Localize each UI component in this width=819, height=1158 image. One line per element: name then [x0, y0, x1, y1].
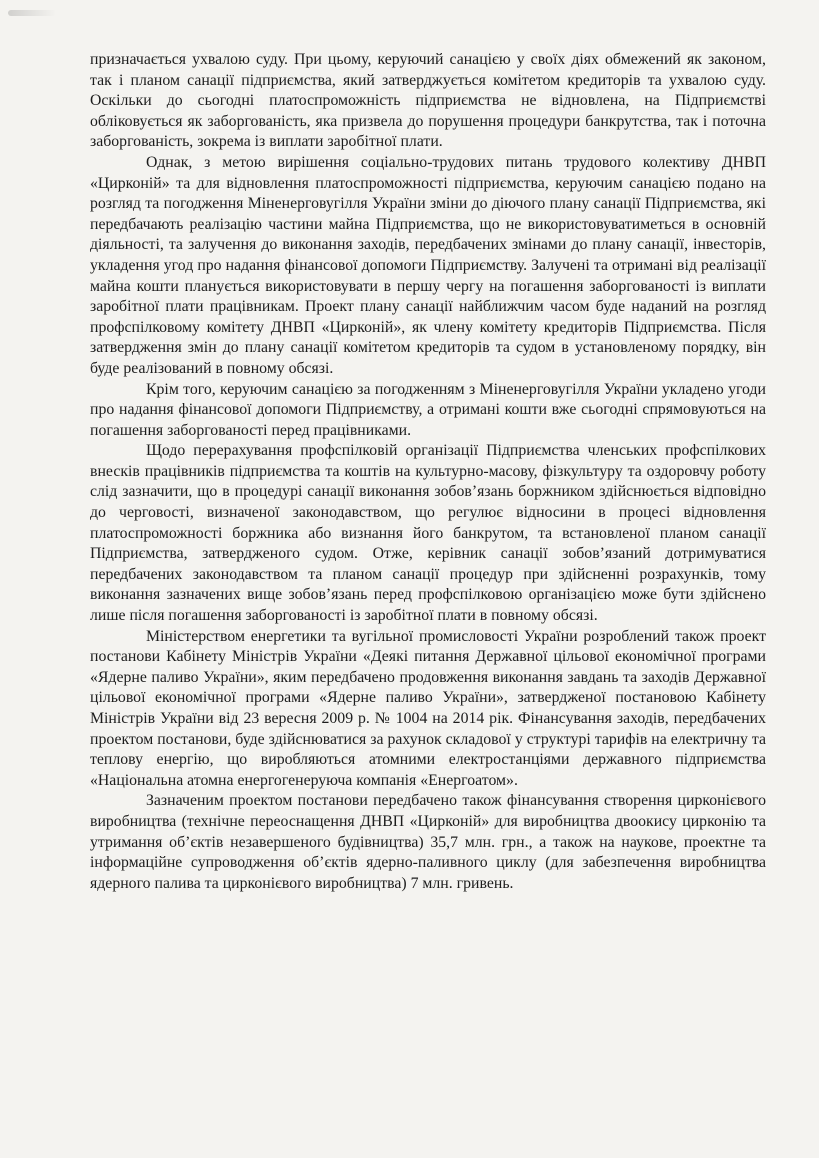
paragraph-2: Однак, з метою вирішення соціально-трудових питань трудового колективу ДНВП «Цирконій» та для відновлення платоспроможності підприємства, керуючим санацією подано на розгляд та погодження Міненерговугілля України зміни до діючого плану санації Підприємства, які передбачають реалізацію частини майна Підприємства, що не використовуватиметься в основній діяльності, та залучення до виконання заходів, передбачених змінами до плану санації, інвесторів, укладення угод про надання фінансової допомоги Підприємству. Залучені та отримані від реалізації майна кошти планується використовувати в першу чергу на погашення заборгованості із виплати заробітної плати працівникам. Проект плану санації найближчим часом буде наданий на розгляд профспілковому комітету ДНВП «Цирконій», як члену комітету кредиторів Підприємства. Після затвердження змін до плану санації комітетом кредиторів та судом в установленому порядку, він буде реалізований в повному обсязі.	[90, 153, 766, 377]
document-page	[90, 50, 766, 894]
paragraph-1: призначається ухвалою суду. При цьому, керуючий санацією у своїх діях обмежений як законом, так і планом санації підприємства, який затверджується комітетом кредиторів та ухвалою суду. Оскільки до сьогодні платоспроможність підприємства не відновлена, на Підприємстві обліковується як заборгованість, яка призвела до порушення процедури банкрутства, так і поточна заборгованість, зокрема із виплати заробітної плати.	[90, 51, 766, 151]
paragraph-5: Міністерством енергетики та вугільної промисловості України розроблений також проект постанови Кабінету Міністрів України «Деякі питання Державної цільової економічної програми «Ядерне паливо України», яким передбачено продовження виконання завдань та заходів Державної цільової економічної програми «Ядерне паливо України», затвердженої постановою Кабінету Міністрів України від 23 вересня 2009 р. № 1004 на 2014 рік. Фінансування заходів, передбачених проектом постанови, буде здійснюватися за рахунок складової у структурі тарифів на електричну та теплову енергію, що виробляються атомними електростанціями державного підприємства «Національна атомна енергогенеруюча компанія «Енергоатом».	[90, 627, 766, 789]
scan-artifact	[8, 10, 56, 16]
paragraph-6: Зазначеним проектом постанови передбачено також фінансування створення цирконієвого виробництва (технічне переоснащення ДНВП «Цирконій» для виробництва двоокису цирконію та утримання об’єктів незавершеного будівництва) 35,7 млн. грн., а також на наукове, проектне та інформаційне супроводження об’єктів ядерно-паливного циклу (для забезпечення виробництва ядерного палива та цирконієвого виробництва) 7 млн. гривень.	[90, 792, 766, 892]
paragraph-4: Щодо перерахування профспілковій організації Підприємства членських профспілкових внесків працівників підприємства та коштів на культурно-масову, фізкультуру та оздоровчу роботу слід зазначити, що в процедурі санації виконання зобов’язань боржником здійснюється відповідно до черговості, визначеної законодавством, що регулює відносини в процесі відновлення платоспроможності боржника або визнання його банкрутом, та встановленої планом санації Підприємства, затвердженого судом. Отже, керівник санації зобов’язаний дотримуватися передбачених законодавством та планом санації процедур при здійсненні розрахунків, тому виконання зазначених вище зобов’язань перед профспілковою організацією може бути здійснено лише після погашення заборгованості із заробітної плати в повному обсязі.	[90, 442, 766, 625]
paragraph-3: Крім того, керуючим санацією за погодженням з Міненерговугілля України укладено угоди про надання фінансової допомоги Підприємству, а отримані кошти вже сьогодні спрямовуються на погашення заборгованості перед працівниками.	[90, 380, 766, 439]
